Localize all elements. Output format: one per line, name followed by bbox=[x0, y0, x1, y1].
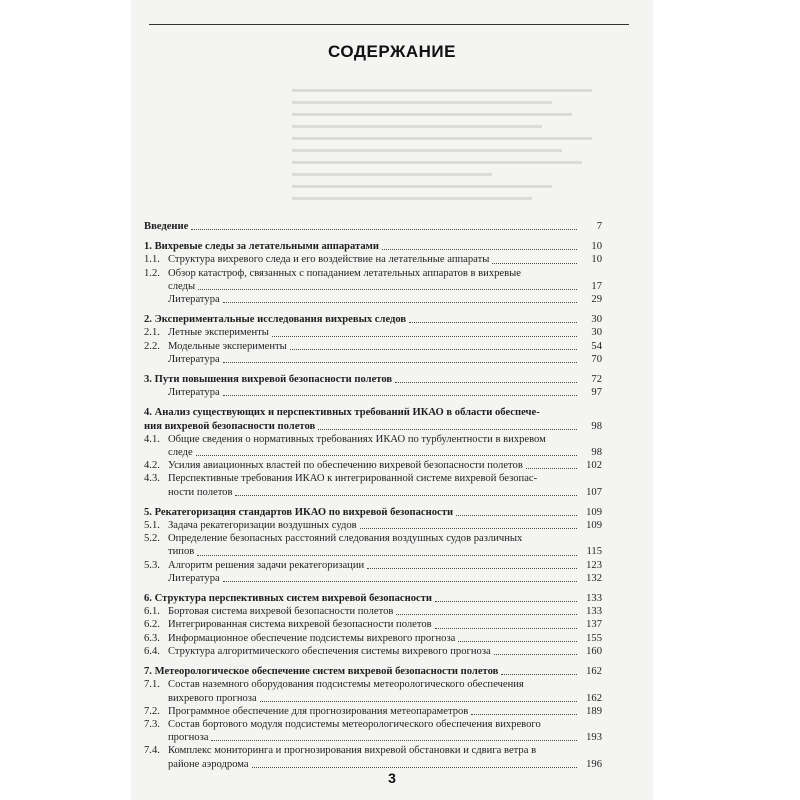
toc-page-number: 29 bbox=[591, 294, 602, 306]
toc-page-number: 137 bbox=[586, 619, 602, 631]
toc-entry-number: 7.2. bbox=[144, 705, 160, 717]
leader-dots bbox=[435, 628, 577, 629]
toc-page-number: 7 bbox=[596, 221, 602, 232]
toc-page-number: 193 bbox=[586, 732, 602, 744]
toc-entry-label: ния вихревой безопасности полетов bbox=[144, 420, 316, 432]
toc-item[interactable] bbox=[144, 718, 576, 731]
toc-intro[interactable] bbox=[144, 220, 602, 233]
toc-page-number: 54 bbox=[591, 340, 602, 352]
toc-entry-number: 6.4. bbox=[144, 645, 160, 657]
toc-page-number: 109 bbox=[586, 506, 602, 518]
toc-entry-number: 6.1. bbox=[144, 606, 160, 618]
toc-entry-label: Состав наземного оборудования подсистемы метеорологического обеспечения bbox=[168, 679, 524, 691]
leader-dots bbox=[252, 767, 577, 768]
toc-item-cont[interactable] bbox=[144, 731, 602, 744]
toc-entry-number: 6.3. bbox=[144, 632, 160, 644]
toc-item[interactable] bbox=[144, 253, 602, 266]
toc-page-number: 133 bbox=[586, 593, 602, 605]
toc-chapter-heading[interactable] bbox=[144, 373, 602, 386]
toc-entry-number: 6.2. bbox=[144, 619, 160, 631]
toc-entry-label: Задача рекатегоризации воздушных судов bbox=[168, 520, 357, 532]
toc-item[interactable] bbox=[144, 645, 602, 658]
leader-dots bbox=[223, 581, 577, 582]
toc-item[interactable] bbox=[144, 519, 602, 532]
toc-entry-label: Состав бортового модуля подсистемы метеорологического обеспечения вихревого bbox=[168, 718, 541, 730]
toc-item[interactable] bbox=[144, 433, 576, 446]
toc-entry-label: Усилия авиационных властей по обеспечению вихревой безопасности полетов bbox=[168, 460, 523, 472]
toc-item[interactable] bbox=[144, 605, 602, 618]
toc-page-number: 160 bbox=[586, 645, 602, 657]
toc-item[interactable] bbox=[144, 678, 576, 691]
toc-entry-label: Алгоритм решения задачи рекатегоризации bbox=[168, 559, 365, 571]
spacer bbox=[144, 233, 602, 240]
toc-page-number: 10 bbox=[591, 241, 602, 253]
toc-page-number: 72 bbox=[591, 374, 602, 386]
toc-entry-label: Модельные эксперименты bbox=[168, 340, 287, 352]
leader-dots bbox=[211, 740, 577, 741]
page-number: 3 bbox=[388, 770, 396, 786]
leader-dots bbox=[501, 674, 577, 675]
toc-page-number: 97 bbox=[591, 387, 602, 399]
toc-literature[interactable] bbox=[144, 386, 602, 399]
toc-entry-label: Летные эксперименты bbox=[168, 327, 269, 339]
toc-entry-label: 4. Анализ существующих и перспективных требований ИКАО в области обеспече- bbox=[144, 407, 540, 419]
toc-entry-label: следы bbox=[168, 280, 196, 292]
toc-item[interactable] bbox=[144, 744, 576, 757]
toc-page-number: 98 bbox=[591, 447, 602, 459]
toc-page-number: 17 bbox=[591, 280, 602, 292]
toc-item-cont[interactable] bbox=[144, 545, 602, 558]
toc-item[interactable] bbox=[144, 632, 602, 645]
toc-entry-number: 5.2. bbox=[144, 533, 160, 545]
leader-dots bbox=[471, 714, 577, 715]
toc-entry-number: 4.2. bbox=[144, 460, 160, 472]
table-of-contents bbox=[144, 220, 602, 771]
leader-dots bbox=[360, 528, 577, 529]
toc-entry-label: ности полетов bbox=[168, 486, 233, 498]
toc-entry-label: прогноза bbox=[168, 732, 209, 744]
leader-dots bbox=[272, 336, 577, 337]
toc-entry-label: 3. Пути повышения вихревой безопасности полетов bbox=[144, 374, 393, 386]
toc-entry-number: 7.3. bbox=[144, 718, 160, 730]
toc-entry-label: типов bbox=[168, 546, 195, 558]
leader-dots bbox=[290, 349, 577, 350]
toc-entry-label: Общие сведения о нормативных требованиях ИКАО по турбулентности в вихревом bbox=[168, 433, 546, 445]
leader-dots bbox=[395, 382, 577, 383]
document-page bbox=[132, 0, 652, 800]
toc-entry-label: Интегрированная система вихревой безопасности полетов bbox=[168, 619, 432, 631]
toc-item[interactable] bbox=[144, 326, 602, 339]
leader-dots bbox=[235, 495, 577, 496]
toc-entry-label: Перспективные требования ИКАО к интегрированной системе вихревой безопас- bbox=[168, 473, 538, 485]
leader-dots bbox=[260, 701, 577, 702]
toc-item[interactable] bbox=[144, 340, 602, 353]
toc-entry-label: 2. Экспериментальные исследования вихревых следов bbox=[144, 314, 407, 326]
spacer bbox=[144, 399, 602, 406]
leader-dots bbox=[494, 654, 577, 655]
spacer bbox=[144, 499, 602, 506]
leader-dots bbox=[456, 515, 577, 516]
page-title: СОДЕРЖАНИЕ bbox=[328, 42, 456, 61]
toc-chapter-heading[interactable] bbox=[144, 592, 602, 605]
toc-entry-label: Определение безопасных расстояний следования воздушных судов различных bbox=[168, 533, 523, 545]
toc-entry-label: Введение bbox=[144, 221, 189, 232]
toc-entry-number: 7.4. bbox=[144, 745, 160, 757]
toc-page-number: 162 bbox=[586, 692, 602, 704]
toc-page-number: 133 bbox=[586, 606, 602, 618]
toc-chapter-heading[interactable] bbox=[144, 665, 602, 678]
toc-page-number: 102 bbox=[586, 460, 602, 472]
toc-item[interactable] bbox=[144, 559, 602, 572]
toc-literature[interactable] bbox=[144, 572, 602, 585]
toc-entry-number: 1.1. bbox=[144, 254, 160, 266]
toc-entry-label: Программное обеспечение для прогнозирования метеопараметров bbox=[168, 705, 469, 717]
toc-item[interactable] bbox=[144, 459, 602, 472]
toc-page-number: 30 bbox=[591, 327, 602, 339]
toc-page-number: 132 bbox=[586, 572, 602, 584]
toc-page-number: 115 bbox=[586, 546, 602, 558]
toc-literature[interactable] bbox=[144, 353, 602, 366]
toc-page-number: 98 bbox=[591, 420, 602, 432]
leader-dots bbox=[526, 468, 577, 469]
toc-entry-label: Информационное обеспечение подсистемы вихревого прогноза bbox=[168, 632, 456, 644]
leader-dots bbox=[382, 249, 577, 250]
toc-entry-number: 7.1. bbox=[144, 679, 160, 691]
leader-dots bbox=[409, 322, 577, 323]
header-rule bbox=[149, 24, 629, 25]
toc-entry-label: Литература bbox=[168, 294, 220, 306]
leader-dots bbox=[458, 641, 577, 642]
toc-item-cont[interactable] bbox=[144, 692, 602, 705]
toc-entry-label: Литература bbox=[168, 572, 220, 584]
leader-dots bbox=[198, 289, 577, 290]
spacer bbox=[144, 306, 602, 313]
toc-item[interactable] bbox=[144, 618, 602, 631]
toc-page-number: 123 bbox=[586, 559, 602, 571]
toc-entry-label: Структура алгоритмического обеспечения системы вихревого прогноза bbox=[168, 645, 491, 657]
leader-dots bbox=[492, 263, 577, 264]
toc-chapter-heading[interactable] bbox=[144, 506, 602, 519]
toc-entry-label: Литература bbox=[168, 387, 220, 399]
leader-dots bbox=[435, 601, 577, 602]
toc-item-cont[interactable] bbox=[144, 280, 602, 293]
toc-chapter-heading-cont[interactable] bbox=[144, 420, 602, 433]
toc-item-cont[interactable] bbox=[144, 446, 602, 459]
leader-dots bbox=[367, 568, 577, 569]
toc-page-number: 30 bbox=[591, 314, 602, 326]
leader-dots bbox=[223, 395, 577, 396]
toc-entry-number: 5.3. bbox=[144, 559, 160, 571]
toc-literature[interactable] bbox=[144, 293, 602, 306]
leader-dots bbox=[191, 229, 577, 230]
toc-entry-label: Бортовая система вихревой безопасности полетов bbox=[168, 606, 394, 618]
toc-entry-label: Литература bbox=[168, 353, 220, 365]
toc-page-number: 189 bbox=[586, 705, 602, 717]
toc-entry-label: 7. Метеорологическое обеспечение систем вихревой безопасности полетов bbox=[144, 666, 499, 678]
toc-entry-number: 5.1. bbox=[144, 520, 160, 532]
leader-dots bbox=[223, 362, 577, 363]
toc-entry-label: 6. Структура перспективных систем вихревой безопасности bbox=[144, 593, 433, 605]
spacer bbox=[144, 658, 602, 665]
toc-item-cont[interactable] bbox=[144, 758, 602, 771]
toc-entry-label: вихревого прогноза bbox=[168, 692, 257, 704]
toc-page-number: 109 bbox=[586, 520, 602, 532]
toc-entry-label: 5. Рекатегоризация стандартов ИКАО по вихревой безопасности bbox=[144, 506, 454, 518]
leader-dots bbox=[196, 455, 577, 456]
leader-dots bbox=[223, 302, 577, 303]
toc-chapter-heading[interactable] bbox=[144, 406, 576, 419]
toc-page-number: 70 bbox=[591, 353, 602, 365]
bleed-through-text bbox=[292, 80, 612, 220]
toc-entry-label: районе аэродрома bbox=[168, 758, 249, 770]
toc-entry-label: Обзор катастроф, связанных с попаданием летательных аппаратов в вихревые bbox=[168, 267, 521, 279]
toc-entry-label: 1. Вихревые следы за летательными аппаратами bbox=[144, 241, 380, 253]
spacer bbox=[144, 585, 602, 592]
toc-item[interactable] bbox=[144, 705, 602, 718]
toc-entry-number: 2.2. bbox=[144, 340, 160, 352]
toc-page-number: 162 bbox=[586, 666, 602, 678]
toc-item-cont[interactable] bbox=[144, 486, 602, 499]
leader-dots bbox=[318, 429, 577, 430]
spacer bbox=[144, 366, 602, 373]
toc-page-number: 196 bbox=[586, 758, 602, 770]
toc-page-number: 10 bbox=[591, 254, 602, 266]
toc-entry-label: Комплекс мониторинга и прогнозирования вихревой обстановки и сдвига ветра в bbox=[168, 745, 537, 757]
toc-item[interactable] bbox=[144, 472, 576, 485]
toc-page-number: 107 bbox=[586, 486, 602, 498]
toc-entry-number: 2.1. bbox=[144, 327, 160, 339]
toc-entry-label: Структура вихревого следа и его воздействие на летательные аппараты bbox=[168, 254, 490, 266]
toc-entry-number: 4.3. bbox=[144, 473, 160, 485]
toc-item[interactable] bbox=[144, 532, 576, 545]
toc-entry-number: 1.2. bbox=[144, 267, 160, 279]
leader-dots bbox=[197, 555, 577, 556]
toc-chapter-heading[interactable] bbox=[144, 240, 602, 253]
toc-chapter-heading[interactable] bbox=[144, 313, 602, 326]
toc-entry-label: следе bbox=[168, 447, 193, 459]
toc-page-number: 155 bbox=[586, 632, 602, 644]
toc-item[interactable] bbox=[144, 267, 576, 280]
leader-dots bbox=[396, 614, 577, 615]
toc-entry-number: 4.1. bbox=[144, 433, 160, 445]
